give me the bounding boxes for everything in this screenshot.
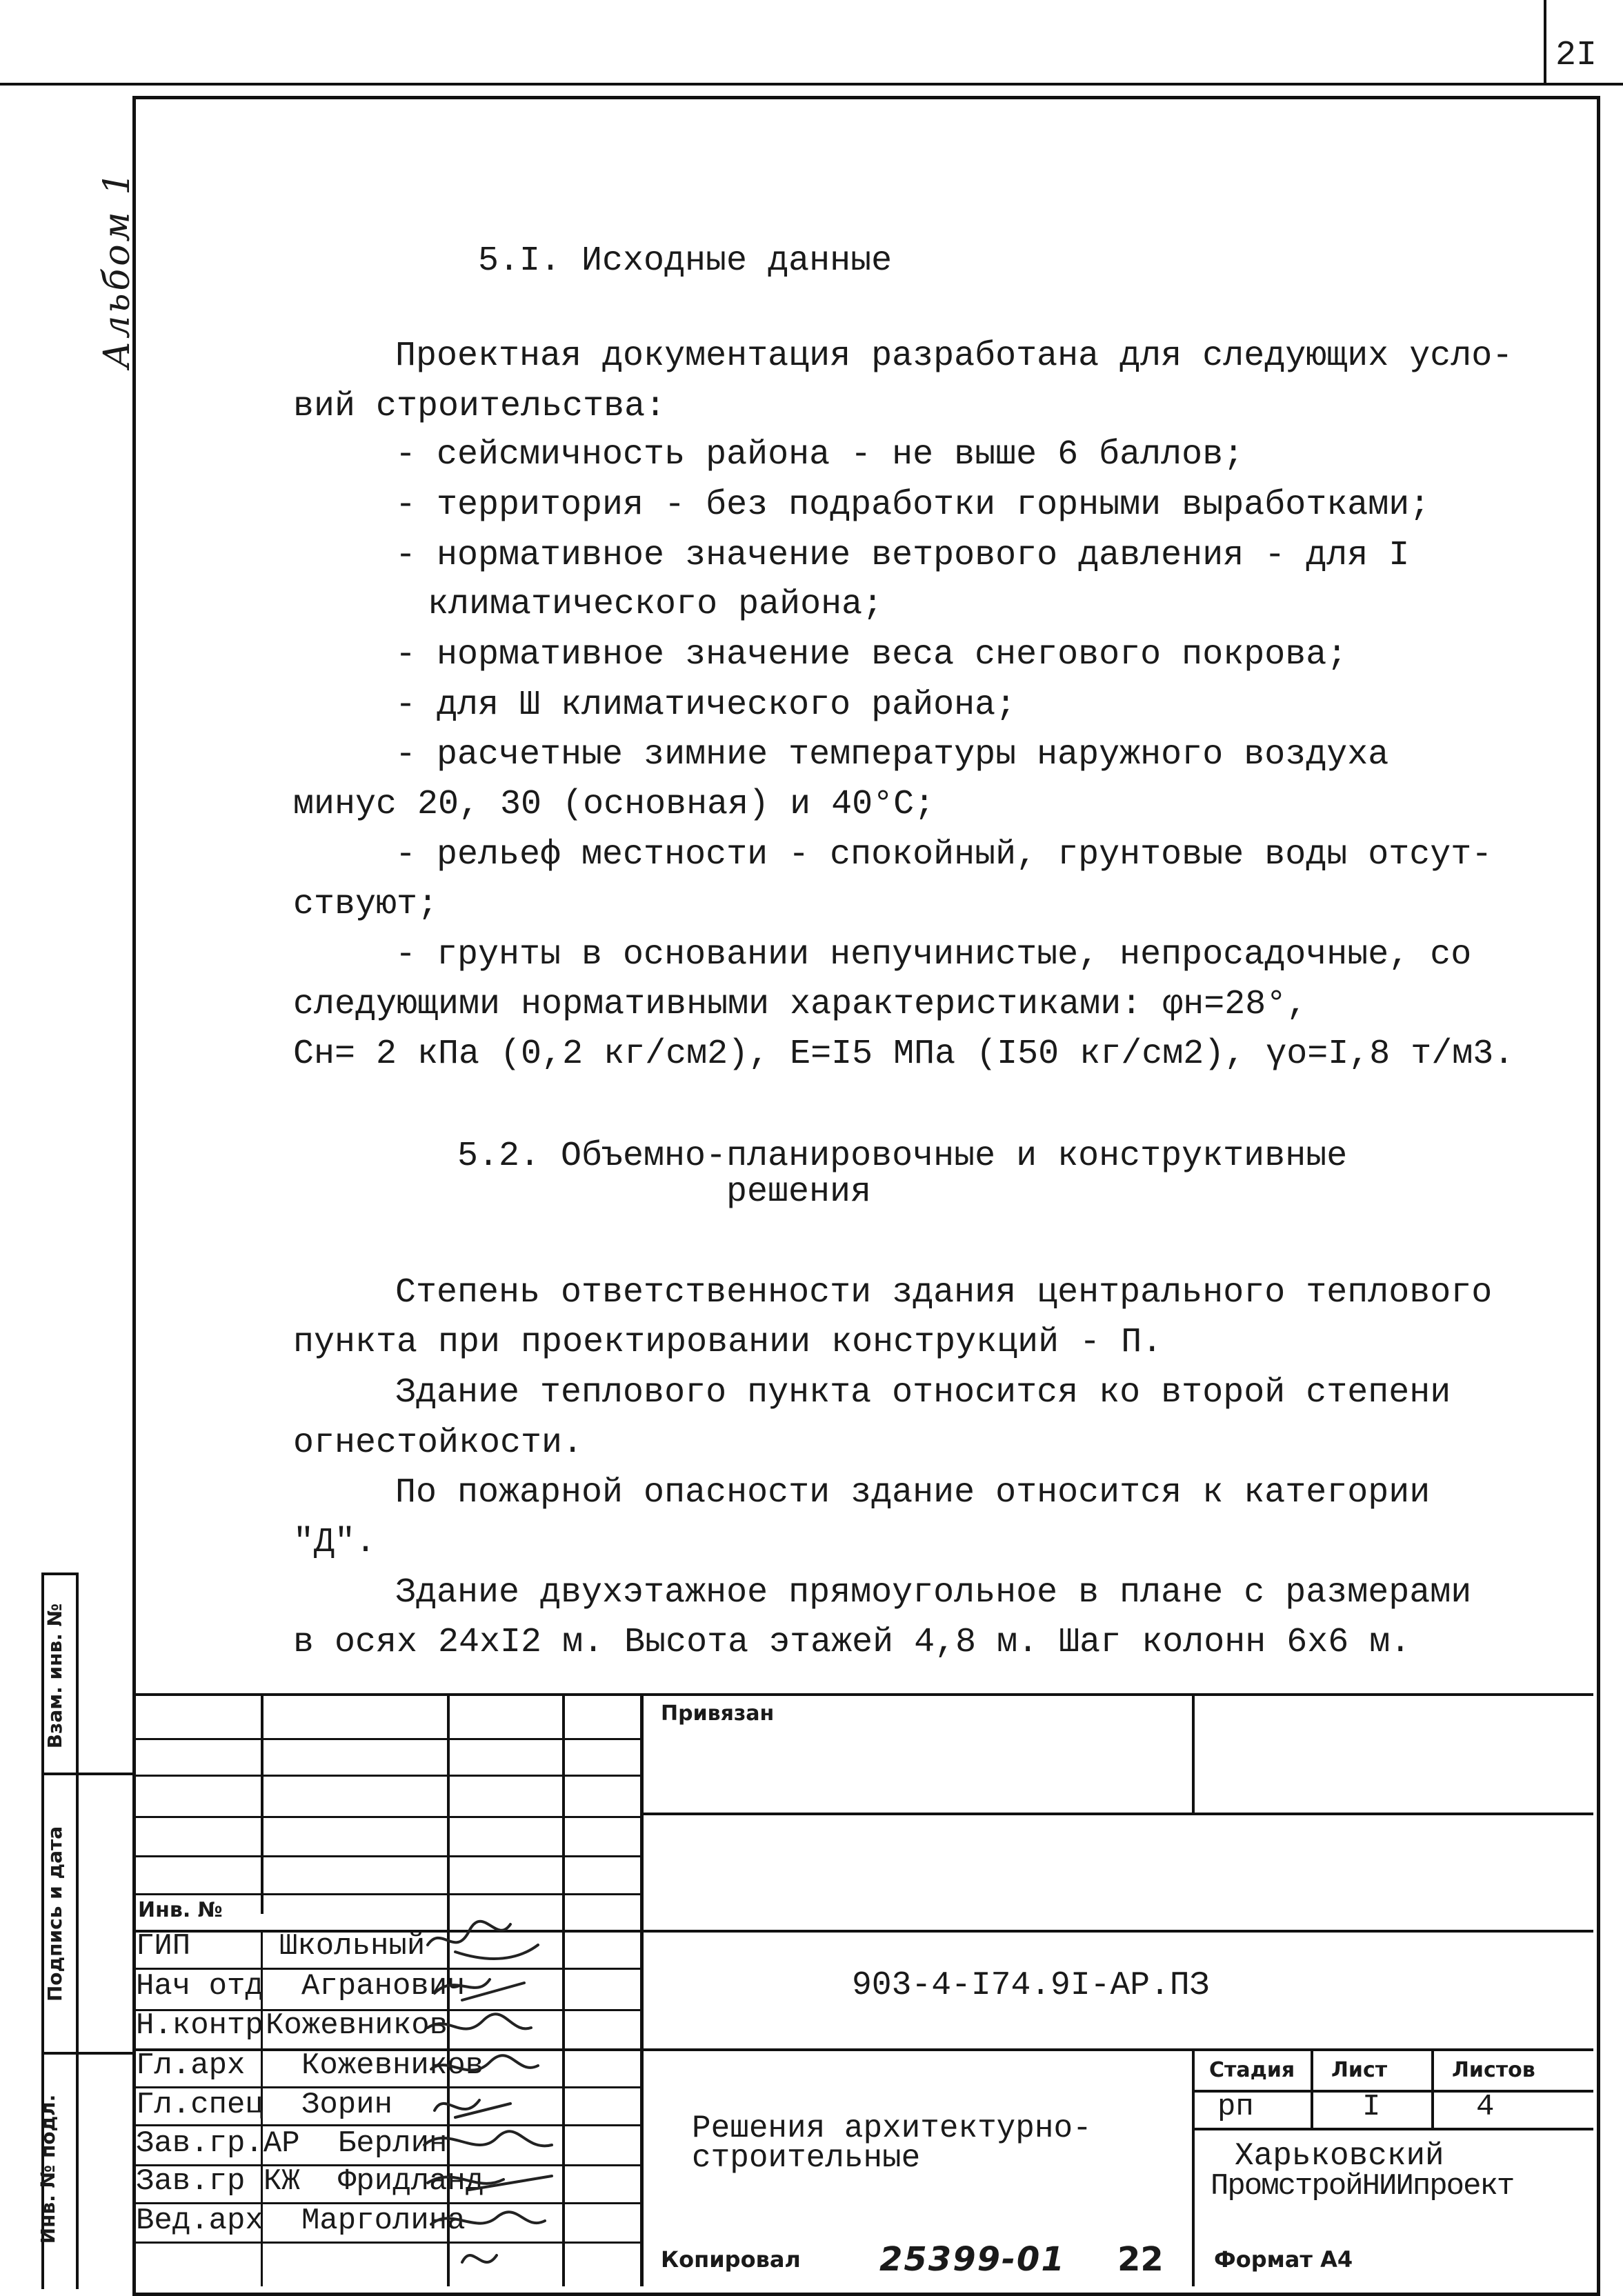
- label-inv-podl: Инв. № подл.: [37, 2094, 59, 2244]
- section2-line-6: Здание двухэтажное прямоугольное в плане с размерами: [395, 1573, 1472, 1613]
- tb-org-1: Харьковский: [1235, 2138, 1444, 2174]
- tb-doc-title-2: строительные: [692, 2140, 921, 2176]
- tb-stage-header: Стадия: [1209, 2058, 1295, 2082]
- tb-doc-code: 903-4-I74.9I-АР.ПЗ: [852, 1967, 1210, 2004]
- section2-line-3: огнестойкости.: [293, 1424, 584, 1463]
- tb-row-2: [132, 1775, 643, 1777]
- tb-stage-col-left: [1192, 2048, 1195, 2286]
- label-podpis-data: Подпись и дата: [43, 1826, 66, 2002]
- tb-inv-no: Инв. №: [138, 1898, 223, 1922]
- footer-format: Формат А4: [1214, 2246, 1353, 2273]
- staff-name-6: Фридланд: [338, 2164, 484, 2199]
- section2-line-4: По пожарной опасности здание относится к категории: [395, 1473, 1431, 1513]
- section2-title-line1: 5.2. Объемно-планировочные и конструктивные: [457, 1137, 1348, 1176]
- staff-role-3: Гл.арх: [136, 2048, 246, 2083]
- footer-sheet: 22: [1117, 2240, 1164, 2279]
- staff-role-4: Гл.спец: [136, 2088, 263, 2122]
- section2-line-2: Здание теплового пункта относится ко второй степени: [395, 1373, 1451, 1412]
- staff-role-5: Зав.гр.АР: [136, 2126, 300, 2161]
- tb-col-1: [261, 1693, 263, 1914]
- tb-row-3: [132, 1816, 643, 1818]
- staff-name-3: Кожевников: [301, 2048, 484, 2083]
- staff-name-7: Марголина: [301, 2204, 466, 2238]
- section1-line-7: - для Ш климатического района;: [395, 686, 1017, 725]
- section2-line-5: "Д".: [293, 1523, 377, 1562]
- staff-name-1: Агранович: [301, 1969, 466, 2004]
- section1-line-0: Проектная документация разработана для следующих усло-: [395, 337, 1513, 376]
- section1-line-8: - расчетные зимние температуры наружного воздуха: [395, 735, 1389, 775]
- tb-stage-col-3: [1431, 2048, 1434, 2129]
- section1-line-10: - рельеф местности - спокойный, грунтовые воды отсут-: [395, 835, 1493, 875]
- section1-title: 5.I. Исходные данные: [478, 241, 893, 281]
- tb-row-4: [132, 1855, 643, 1857]
- tb-org-2: ПромстройНИИпроект: [1211, 2169, 1514, 2204]
- staff-name-4: Зорин: [301, 2088, 393, 2122]
- section1-line-3: - территория - без подработки горными выработками;: [395, 486, 1431, 525]
- tb-sheets-value: 4: [1476, 2090, 1495, 2124]
- section1-line-2: - сейсмичность района - не выше 6 баллов;: [395, 435, 1244, 475]
- section1-line-4: - нормативное значение ветрового давления - для I: [395, 536, 1410, 575]
- section1-line-13: следующими нормативными характеристиками: φн=28°,: [293, 985, 1308, 1024]
- section1-line-11: ствуют;: [293, 885, 439, 924]
- section2-line-7: в осях 24хI2 м. Высота этажей 4,8 м. Шаг колонн 6х6 м.: [293, 1623, 1411, 1662]
- margin-strip-div-1: [41, 1573, 79, 1575]
- section1-line-12: - грунты в основании непучинистые, непросадочные, со: [395, 935, 1472, 975]
- footer-kopiroval: Копировал: [661, 2246, 801, 2273]
- staff-role-6: Зав.гр КЖ: [136, 2164, 300, 2199]
- section2-line-1: пункта при проектировании конструкций - П.: [293, 1323, 1163, 1362]
- staff-name-5: Берлин: [338, 2126, 448, 2161]
- tb-row-5: [132, 1893, 643, 1895]
- tb-stage-col-2: [1311, 2048, 1313, 2129]
- section2-title-line2: решения: [726, 1172, 872, 1212]
- section2-line-0: Степень ответственности здания центрального теплового: [395, 1273, 1493, 1312]
- signature-scribbles: [414, 1917, 635, 2290]
- staff-name-2: Кожевников: [266, 2008, 448, 2043]
- tb-privyazan-bottom: [643, 1813, 1593, 1815]
- section1-line-1: вий строительства:: [293, 387, 666, 426]
- section1-line-9: минус 20, 30 (основная) и 40°С;: [293, 785, 935, 824]
- page-number-box-left: [1544, 0, 1546, 86]
- staff-role-7: Вед.арх: [136, 2204, 263, 2238]
- tb-privyazan: Привязан: [661, 1701, 775, 1726]
- staff-role-1: Нач отд: [136, 1969, 263, 2004]
- staff-role-2: Н.контр: [136, 2008, 263, 2043]
- staff-role-0: ГИП: [136, 1929, 191, 1964]
- tb-sheets-header: Листов: [1452, 2058, 1535, 2082]
- tb-col-4: [640, 1693, 644, 2286]
- label-vzam-inv: Взам. инв. №: [43, 1603, 66, 1749]
- top-rule: [0, 83, 1623, 86]
- tb-stage-row-2: [1192, 2128, 1593, 2130]
- tb-top: [132, 1693, 1593, 1696]
- tb-row-1: [132, 1738, 643, 1740]
- page-number: 2I: [1555, 36, 1597, 75]
- album-mark: Альбом 1: [97, 169, 138, 369]
- tb-sheet-value: I: [1362, 2090, 1381, 2124]
- footer-number: 25399-01: [879, 2240, 1066, 2279]
- tb-privyazan-div: [1192, 1693, 1195, 1814]
- tb-stage-value: рп: [1217, 2090, 1254, 2124]
- tb-sheet-header: Лист: [1331, 2058, 1388, 2082]
- margin-strip-div-2: [41, 1773, 132, 1775]
- section1-line-14: Сн= 2 кПа (0,2 кг/см2), Е=I5 МПа (I50 кг/см2), γо=I,8 т/м3.: [293, 1035, 1515, 1074]
- section1-line-6: - нормативное значение веса снегового покрова;: [395, 635, 1348, 675]
- margin-strip-right: [76, 1573, 79, 2289]
- tb-doc-title-1: Решения архитектурно-: [692, 2110, 1092, 2146]
- margin-strip-div-3: [41, 2052, 132, 2055]
- staff-name-0: Школьный: [279, 1929, 426, 1964]
- section1-line-5: климатического района;: [428, 585, 884, 624]
